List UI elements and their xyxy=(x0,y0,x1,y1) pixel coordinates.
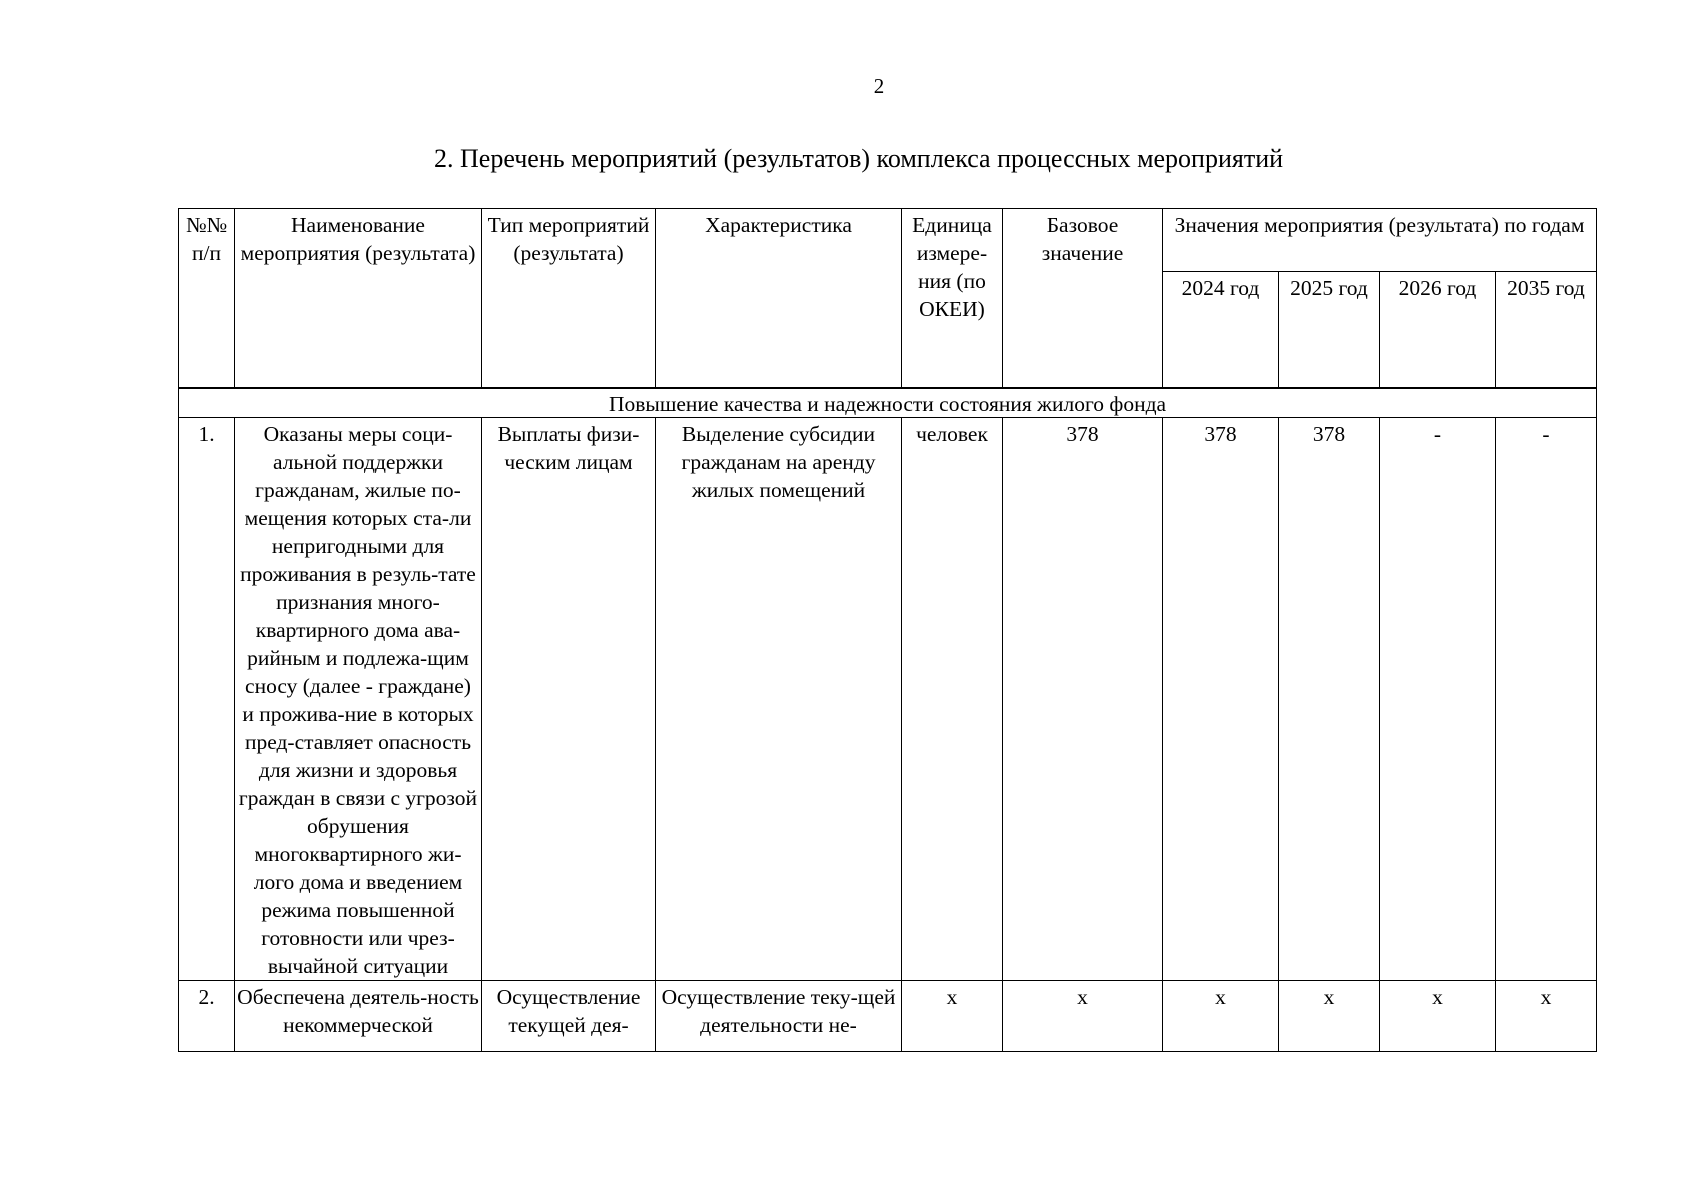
cell-value-2024: х xyxy=(1163,981,1279,1052)
cell-type: Выплаты физи-ческим лицам xyxy=(482,418,656,981)
cell-value-2026: - xyxy=(1380,418,1496,981)
cell-value-2035: х xyxy=(1496,981,1597,1052)
cell-characteristic: Выделение субсидии гражданам на аренду жилых помещений xyxy=(656,418,902,981)
cell-value-2026: х xyxy=(1380,981,1496,1052)
header-num: №№ п/п xyxy=(179,209,235,389)
header-characteristic: Характеристика xyxy=(656,209,902,389)
section-title: Повышение качества и надежности состояния жилого фонда xyxy=(179,388,1597,418)
cell-base: х xyxy=(1003,981,1163,1052)
table-row xyxy=(179,981,1597,1052)
cell-value-2025: 378 xyxy=(1279,418,1380,981)
header-values-group: Значения мероприятия (результата) по годам xyxy=(1163,209,1597,272)
cell-characteristic: Осуществление теку-щей деятельности не- xyxy=(656,981,902,1052)
header-year-2025: 2025 год xyxy=(1279,272,1380,389)
cell-value-2024: 378 xyxy=(1163,418,1279,981)
header-year-2026: 2026 год xyxy=(1380,272,1496,389)
cell-type: Осуществление текущей дея- xyxy=(482,981,656,1052)
document-title: 2. Перечень мероприятий (результатов) комплекса процессных мероприятий xyxy=(434,144,1284,173)
cell-value-2025: х xyxy=(1279,981,1380,1052)
measures-table xyxy=(178,208,1597,1052)
header-type: Тип мероприятий (результата) xyxy=(482,209,656,389)
page-number: 2 xyxy=(873,74,885,98)
cell-name: Обеспечена деятель-ность некоммерческой xyxy=(235,981,482,1052)
header-unit: Единица измере-ния (по ОКЕИ) xyxy=(902,209,1003,389)
cell-num: 2. xyxy=(179,981,235,1052)
table-row xyxy=(179,418,1597,981)
header-base: Базовое значение xyxy=(1003,209,1163,389)
cell-num: 1. xyxy=(179,418,235,981)
cell-name: Оказаны меры соци-альной поддержки гражданам, жилые по-мещения которых ста-ли непригодными для проживания в резуль-тате признания много-квартирного дома ава-рийным и подлежа-щим сносу (далее - граждане) и прожива-ние в которых пред-ставляет опасность для жизни и здоровья граждан в связи с угрозой обрушения многоквартирного жи-лого дома и введением режима повышенной готовности или чрез-вычайной ситуации xyxy=(235,418,482,981)
cell-base: 378 xyxy=(1003,418,1163,981)
header-year-2024: 2024 год xyxy=(1163,272,1279,389)
cell-value-2035: - xyxy=(1496,418,1597,981)
cell-unit: х xyxy=(902,981,1003,1052)
cell-unit: человек xyxy=(902,418,1003,981)
header-name: Наименование мероприятия (результата) xyxy=(235,209,482,389)
header-year-2035: 2035 год xyxy=(1496,272,1597,389)
